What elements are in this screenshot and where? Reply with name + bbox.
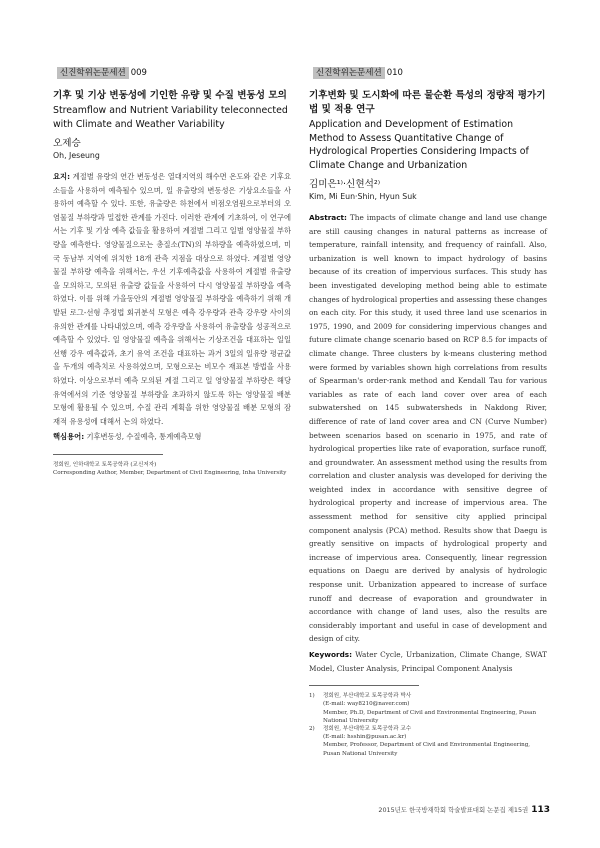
abstract-text: The impacts of climate change and land use change are still causing changes in natural patterns as increase of temperature, rainfall intensity, and frequency of rainfall. Also, urbanization is well known to impact hydrology of basins because of its creation of impervious surfaces. This study has been investigated developing method being able to estimate changes of hydrological properties and assessing these changes on each city. For this study, it used three land use scenarios in 1975, 1990, and 2009 for considering impervious changes and future climate change scenario based on RCP 8.5 for impacts of climate change. Three clusters by k-means clustering method were formed by variables shown high correlations from results of Spearman's order-rank method and Kendall Tau for various variables as rate of each land cover over area of each subwatershed on 145 subwatersheds in Nakdong River, difference of rate of land cover area and CN (Curve Number) between scenarios based on scenario in 1975, and rate of hydrological properties like rate of evaporation, surface runoff, and groundwater. An assessment method using the results from correlation and cluster analysis was developed for deriving the weighted index in accordance with sensitive degree of hydrological property and increase of impervious area. The assessment method for sensitive city applied principal component analysis (PCA) method. Results show that Daegu is greatly sensitive on impacts of hydrological property and increase of impervious area. Consequently, linear regression equations on Daegu are derived by analysis of hydrologic response unit. Urbanization appeared to increase of surface runoff and decrease of evaporation and groundwater in accordance with change of land uses, also the results are considerably important and useful in case of development and design of city.	[309, 213, 547, 644]
keywords-label: Keywords:	[309, 650, 353, 659]
section-tag	[309, 67, 409, 80]
section-label: 신진학위논문세션	[313, 67, 385, 79]
article-title-korean: 기후변화 및 도시화에 따른 물순환 특성의 정량적 평가기법 및 적용 연구	[309, 90, 546, 115]
abstract-label: Abstract:	[309, 213, 347, 222]
abstract-text: 계절별 유량의 연간 변동성은 열대지역의 해수면 온도와 같은 기후요소들을 사용하여 예측될수 있으며, 일 유출량의 변동성은 기상요소들을 사용하여 예측할 수 있다. 또한, 유출량은 하천에서 비점오염원으로부터의 오염물질 부하량과 밀접한 관계를 가진다. 이러한 관계에 기초하여, 이 연구에서는 기후 및 기상 예측 값들을 활용하여 계절별 그리고 일별 영양물질 부하량을 예측한다. 영양물질으로는 총질소(TN)의 부하량을 예측하였으며, 미국 동남부 지역에 위치한 18개 관측 지점을 대상으로 하였다. 계절별 영양물질 부하량 예측을 위해서는, 우선 기후예측값을 사용하여 계절별 유출량을 모의하고, 모의된 유출량 값들을 사용하여 다시 영양물질 부하량을 예측 하였다. 이를 위해 가을동안의 계절별 영양물질 부하량을 예측하기 위해 개발된 로그-선형 추정법 회귀분석 모형은 예측 강우량과 관측 강우량 사이의 유의한 관계를 나타내었으며, 예측 강우량을 사용하여 유출량을 성공적으로 예측할 수 있었다. 일 영양물질 예측을 위해서는 기상조건을 대표하는 일일 선행 강우 예측값과, 초기 유역 조건을 대표하는 과거 3일의 일유량 평균값을 두개의 예측치로 사용하였으며, 모형으로는 비모수 재표본 방법을 사용하였다. 이상으로부터 예측 모의된 계절 그리고 일 영양물질 부하량은 해당 유역에서의 기준 영양물질 부하량을 초과하지 않도록 하는 영양물질 배분 모형에 활용될 수 있으며, 수질 관리 계획을 위한 영양물질 배분 모형의 잠재적 유용성에 대해서 논의 하였다.	[53, 172, 291, 426]
keywords-paragraph	[309, 648, 547, 675]
footnote-line: 정회원, 인하대학교 토목공학과 (교신저자)	[53, 461, 157, 468]
article-title-korean: 기후 및 기상 변동성에 기인한 유량 및 수질 변동성 모의	[53, 90, 287, 101]
author-korean: 김미은¹⁾·신현석²⁾	[309, 179, 381, 190]
page-number: 113	[531, 805, 550, 815]
footnote-mark: 1)	[309, 693, 315, 700]
footnote-line: (E-mail: way8210@naver.com)	[323, 701, 410, 708]
footnote-item	[309, 725, 547, 758]
footnote-line: (E-mail: hsshin@pusan.ac.kr)	[323, 734, 407, 741]
keywords-label: 핵심용어:	[53, 432, 85, 442]
section-number: 010	[386, 68, 403, 78]
footnote-line: 정회원, 부산대학교 토목공학과 교수	[323, 726, 412, 732]
footnote-mark: 2)	[309, 726, 315, 732]
author-english: Oh, Jeseung	[53, 151, 100, 160]
abstract-paragraph	[53, 170, 291, 428]
footnote-item	[309, 692, 547, 725]
author-korean: 오제승	[53, 138, 81, 149]
footnote-line: Member, Ph.D, Department of Civil and Environmental Engineering, Pusan National University	[323, 709, 537, 724]
journal-name: 2015년도 한국방재학회 학술발표대회 논문집 제15권	[378, 806, 529, 814]
left-article	[53, 60, 291, 477]
footnote-line: Member, Professor, Department of Civil and Environmental Engineering, Pusan National University	[323, 742, 531, 757]
footnote-line: 정회원, 부산대학교 토목공학과 박사	[323, 693, 412, 700]
footnotes	[309, 692, 547, 758]
page-footer	[378, 805, 550, 815]
abstract-paragraph	[309, 211, 547, 646]
author-english: Kim, Mi Eun·Shin, Hyun Suk	[309, 192, 417, 201]
keywords-paragraph	[53, 430, 291, 444]
keywords-text: Water Cycle, Urbanization, Climate Change, SWAT Model, Cluster Analysis, Principal Component Analysis	[309, 650, 547, 673]
article-title-english: Application and Development of Estimation Method to Assess Quantitative Change of Hydrological Properties Considering Impacts of Climate Change and Urbanization	[309, 119, 529, 171]
abstract-label: 요지:	[53, 172, 71, 181]
footnote-divider	[53, 454, 163, 455]
footnote-line: Corresponding Author, Member, Department of Civil Engineering, Inha University	[53, 470, 287, 477]
footnote	[53, 461, 291, 477]
article-title-english: Streamflow and Nutrient Variability teleconnected with Climate and Weather Variability	[53, 105, 288, 130]
section-label: 신진학위논문세션	[57, 67, 129, 79]
footnote-divider	[309, 685, 419, 686]
section-number: 009	[130, 68, 147, 78]
section-tag	[53, 67, 153, 80]
right-article	[309, 60, 547, 758]
keywords-text: 기후변동성, 수질예측, 통계예측모형	[86, 432, 202, 442]
